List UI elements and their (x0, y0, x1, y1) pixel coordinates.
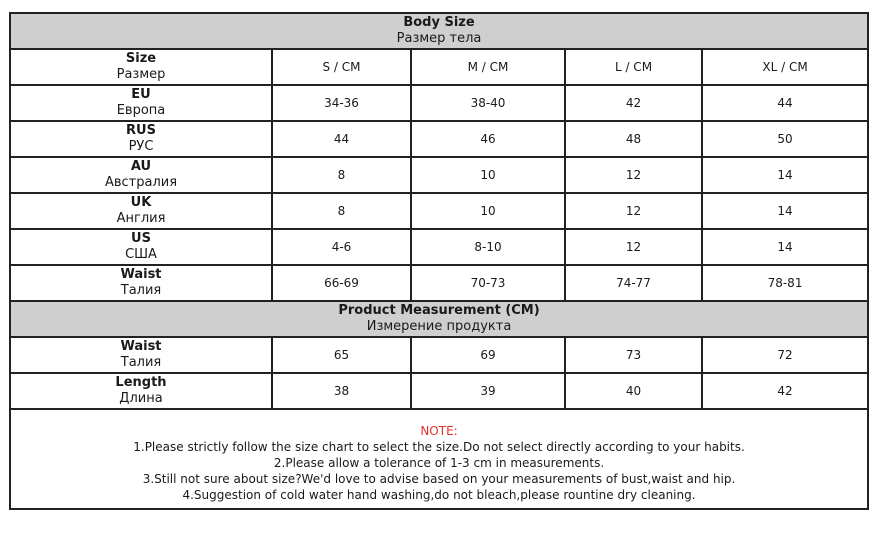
table-row-product-waist (10, 337, 868, 373)
table-cell: 65 (272, 337, 411, 373)
table-cell: 14 (702, 193, 868, 229)
table-cell: 66-69 (272, 265, 411, 301)
table-cell: 38-40 (411, 85, 565, 121)
table-cell: 73 (565, 337, 702, 373)
row-label: US (131, 231, 151, 246)
table-cell: 40 (565, 373, 702, 409)
table-cell: 42 (565, 85, 702, 121)
table-row-uk (10, 193, 868, 229)
table-cell: 44 (272, 121, 411, 157)
row-label-cell (10, 85, 272, 121)
column-header-l: L / CM (565, 49, 702, 85)
body-size-header-row (10, 13, 868, 49)
column-header-xl: XL / CM (702, 49, 868, 85)
table-cell: 12 (565, 229, 702, 265)
table-cell: 8-10 (411, 229, 565, 265)
product-header (10, 301, 868, 337)
note-title: NOTE: (420, 424, 458, 438)
table-cell: 34-36 (272, 85, 411, 121)
row-sublabel: Талия (120, 355, 162, 370)
table-cell: 4-6 (272, 229, 411, 265)
table-cell: 12 (565, 193, 702, 229)
row-label-cell (10, 193, 272, 229)
row-label: RUS (126, 123, 156, 138)
row-label-cell (10, 229, 272, 265)
table-cell: 10 (411, 193, 565, 229)
row-label-cell (10, 373, 272, 409)
table-cell: 39 (411, 373, 565, 409)
size-table (9, 12, 869, 510)
table-cell: 78-81 (702, 265, 868, 301)
table-cell: 10 (411, 157, 565, 193)
table-cell: 42 (702, 373, 868, 409)
table-cell: 74-77 (565, 265, 702, 301)
table-cell: 50 (702, 121, 868, 157)
column-header-m: M / CM (411, 49, 565, 85)
row-label: AU (130, 159, 152, 174)
row-sublabel: Талия (120, 283, 162, 298)
row-label: Waist (120, 339, 162, 354)
notes-box (10, 409, 868, 509)
table-row-us (10, 229, 868, 265)
size-chart (9, 12, 867, 510)
table-row-waist (10, 265, 868, 301)
table-row-eu (10, 85, 868, 121)
row-sublabel: Англия (116, 211, 166, 226)
note-line-3: 3.Still not sure about size?We'd love to advise based on your measurements of bust,waist and hip. (142, 472, 736, 486)
body-size-subtitle: Размер тела (396, 31, 482, 46)
table-cell: 38 (272, 373, 411, 409)
note-line-2: 2.Please allow a tolerance of 1-3 cm in measurements. (273, 456, 605, 470)
notes-row (10, 409, 868, 509)
table-cell: 69 (411, 337, 565, 373)
table-row-au (10, 157, 868, 193)
size-header-row (10, 49, 868, 85)
row-sublabel: Австралия (104, 175, 178, 190)
size-label: Size (125, 51, 157, 66)
row-sublabel: РУС (128, 139, 154, 154)
row-label-cell (10, 121, 272, 157)
row-sublabel: Европа (116, 103, 166, 118)
table-cell: 46 (411, 121, 565, 157)
row-sublabel: Длина (119, 391, 163, 406)
row-label-cell (10, 265, 272, 301)
table-cell: 12 (565, 157, 702, 193)
size-label-cell (10, 49, 272, 85)
size-sublabel: Размер (116, 67, 166, 82)
table-cell: 70-73 (411, 265, 565, 301)
product-subtitle: Измерение продукта (366, 319, 512, 334)
row-label: Length (115, 375, 167, 390)
product-header-row (10, 301, 868, 337)
table-cell: 8 (272, 157, 411, 193)
row-sublabel: США (125, 247, 157, 262)
row-label-cell (10, 337, 272, 373)
table-cell: 14 (702, 157, 868, 193)
table-cell: 48 (565, 121, 702, 157)
note-line-4: 4.Suggestion of cold water hand washing,do not bleach,please rountine dry cleaning. (182, 488, 696, 502)
column-header-s: S / CM (272, 49, 411, 85)
note-line-1: 1.Please strictly follow the size chart to select the size.Do not select directly according to your habits. (133, 440, 745, 454)
table-cell: 8 (272, 193, 411, 229)
product-title: Product Measurement (CM) (338, 303, 540, 318)
table-cell: 44 (702, 85, 868, 121)
row-label-cell (10, 157, 272, 193)
table-row-product-length (10, 373, 868, 409)
row-label: UK (130, 195, 152, 210)
table-row-rus (10, 121, 868, 157)
body-size-header (10, 13, 868, 49)
table-cell: 72 (702, 337, 868, 373)
row-label: EU (131, 87, 151, 102)
table-cell: 14 (702, 229, 868, 265)
row-label: Waist (120, 267, 162, 282)
body-size-title: Body Size (403, 15, 475, 30)
